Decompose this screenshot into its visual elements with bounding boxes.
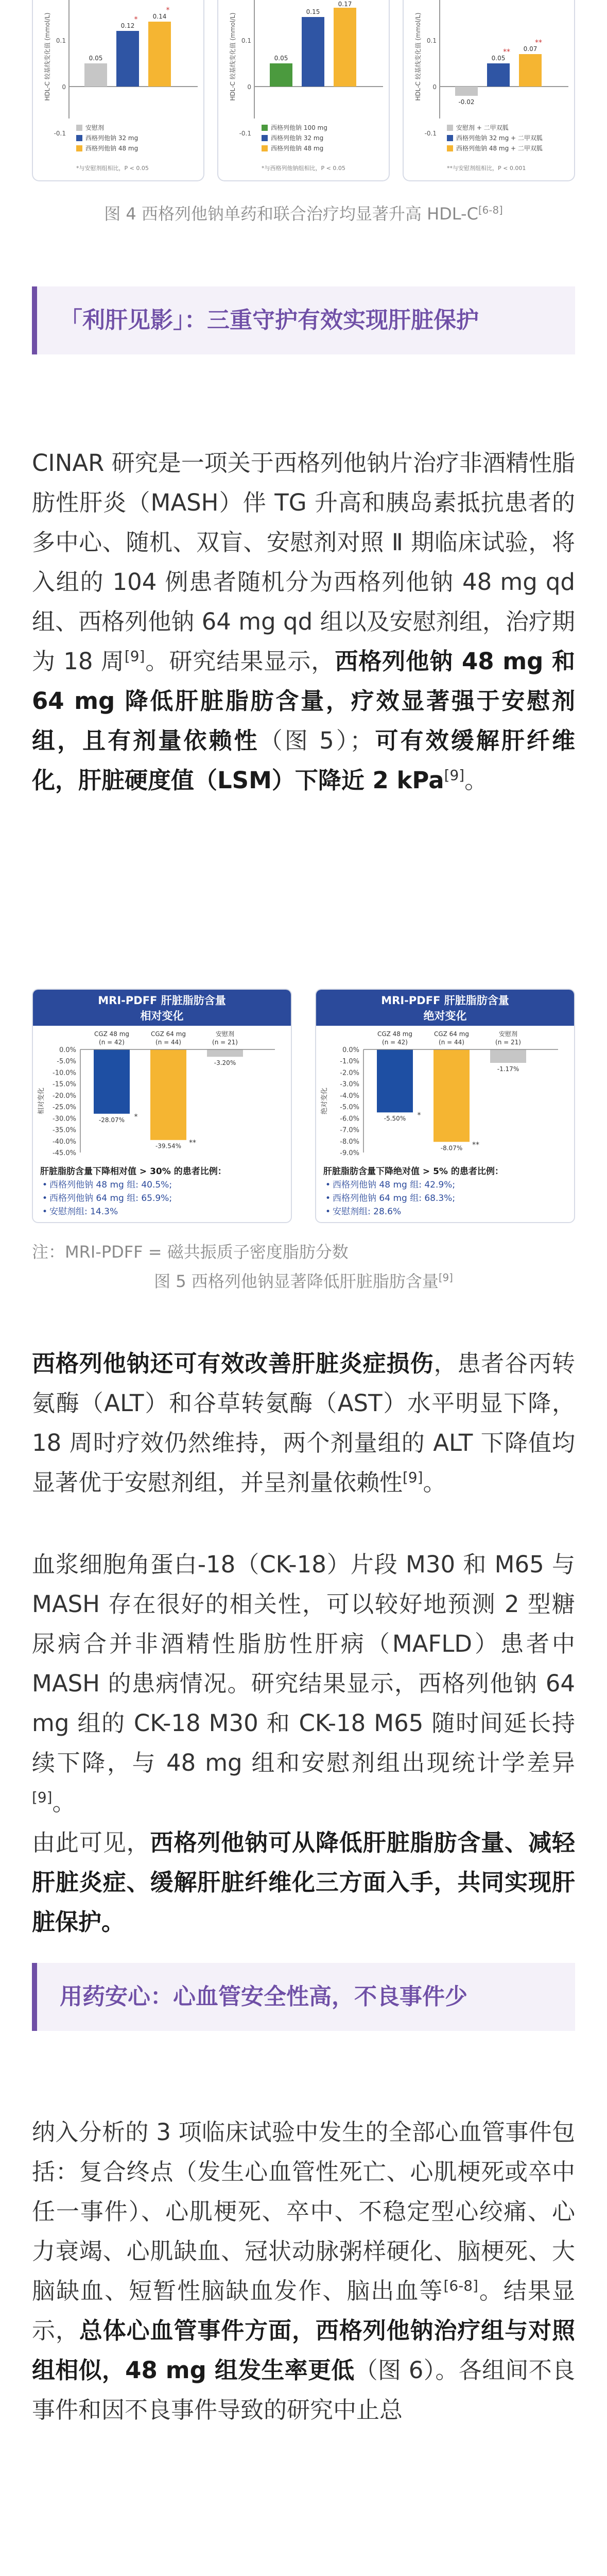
fig5-panel-absolute bbox=[315, 989, 575, 1223]
fig4-bar bbox=[455, 87, 478, 96]
fig5-panel-header bbox=[33, 990, 291, 1026]
fig5-notes-title: 肝脏脂肪含量下降绝对值 > 5% 的患者比例： bbox=[323, 1166, 504, 1177]
fig4-legend-swatch bbox=[262, 145, 268, 151]
fig5-y-tick: -4.0% bbox=[340, 1092, 359, 1100]
fig4-bar-value: 0.05 bbox=[274, 55, 288, 62]
fig5-note-item: • 西格列他钠 48 mg 组: 42.9%; bbox=[323, 1178, 570, 1192]
fig5-sig-mark: * bbox=[417, 1111, 421, 1120]
p4-bold-1: 西格列他钠可从降低肝脏脂肪含量、减轻肝脏炎症、缓解肝脏纤维化三方面入手，共同实现肝脏保护。 bbox=[32, 1829, 575, 1936]
fig5-category-label: 安慰剂 bbox=[215, 1030, 235, 1038]
fig4-legend-swatch bbox=[447, 125, 453, 131]
fig4-bar-value: 0.14 bbox=[152, 13, 167, 20]
fig4-y-tick: 0 bbox=[247, 83, 251, 91]
p1-ref-2: [9] bbox=[444, 767, 465, 784]
fig4-bar bbox=[487, 63, 510, 87]
p5-text-1: 纳入分析的 3 项临床试验中发生的全部心血管事件包括：复合终点（发生心血管性死亡、心肌梗死或卒中任一事件）、心肌梗死、卒中、不稳定型心绞痛、心力衰竭、心肌缺血、冠状动脉粥样硬化、脑梗死、大脑缺血、短暂性脑缺血发作、脑出血等 bbox=[32, 2119, 575, 2304]
fig5-note-item: • 安慰剂组: 28.6% bbox=[323, 1205, 570, 1218]
fig4-bar-value: 0.15 bbox=[306, 8, 320, 15]
fig5-title-line-1: MRI-PDFF 肝脏脂肪含量 bbox=[381, 994, 509, 1007]
fig5-y-label: 相对变化 bbox=[38, 1087, 45, 1115]
fig5-title-line-2: 绝对变化 bbox=[423, 1010, 467, 1022]
fig4-bar bbox=[519, 54, 542, 87]
p2-text-2: 。 bbox=[423, 1469, 446, 1496]
fig4-panel-1 bbox=[32, 0, 204, 181]
fig5-category-n: (n = 44) bbox=[439, 1039, 464, 1046]
fig5-category-n: (n = 44) bbox=[155, 1039, 181, 1046]
fig5-category-n: (n = 21) bbox=[495, 1039, 521, 1046]
fig4-bar-value: 0.17 bbox=[338, 1, 352, 8]
p2-bold-1: 西格列他钠还可有效改善肝脏炎症损伤 bbox=[32, 1350, 434, 1377]
fig4-y-tick: -0.1 bbox=[424, 130, 437, 137]
fig4-footnote: *与安慰剂组相比，P < 0.05 bbox=[76, 165, 149, 172]
fig4-sig-mark: * bbox=[166, 6, 170, 14]
p3-ref: [9] bbox=[32, 1789, 53, 1806]
fig5-bar-value: -8.07% bbox=[440, 1144, 463, 1152]
fig5-panel-relative bbox=[32, 989, 292, 1223]
fig4-legend-swatch bbox=[76, 145, 82, 151]
fig4-sig-mark: ** bbox=[535, 39, 542, 47]
p1-bold-2: 可有效缓解肝纤维化，肝脏硬度值（LSM）下降近 2 kPa bbox=[32, 727, 575, 794]
fig5-abbrev-note: 注：MRI-PDFF = 磁共振质子密度脂肪分数 bbox=[32, 1242, 349, 1262]
fig4-legend-label: 西格列他钠 100 mg bbox=[271, 124, 327, 131]
fig5-y-tick: -5.0% bbox=[57, 1058, 76, 1066]
fig5-caption bbox=[0, 1268, 607, 1292]
p1-text-1: CINAR 研究是一项关于西格列他钠片治疗非酒精性脂肪性肝炎（MASH）伴 TG 升高和胰岛素抵抗患者的多中心、随机、双盲、安慰剂对照 Ⅱ 期临床试验，将入组的 104 例患者随机分为西格列他钠 48 mg qd 组、西格列他钠 64 mg qd 组以及安慰剂组，治疗期为 18 周 bbox=[32, 449, 575, 675]
figure-4 bbox=[32, 0, 575, 181]
fig5-bar bbox=[490, 1049, 526, 1063]
fig4-y-label: HDL-C 较基线变化值 (mmol/L) bbox=[44, 12, 51, 101]
fig4-legend-swatch bbox=[262, 125, 268, 131]
p5-text-3: （图 6）。各组间不良事件和因不良事件导致的研究中止总 bbox=[32, 2357, 575, 2424]
fig5-bar-value: -3.20% bbox=[214, 1059, 236, 1067]
fig5-notes-title: 肝脏脂肪含量下降相对值 > 30% 的患者比例： bbox=[40, 1166, 227, 1177]
fig4-caption bbox=[0, 201, 607, 225]
fig5-bar-value: -28.07% bbox=[98, 1116, 125, 1124]
fig5-sig-mark: * bbox=[134, 1112, 138, 1121]
p1-text-2: 。研究结果显示， bbox=[145, 648, 335, 675]
paragraph-cinar bbox=[32, 443, 575, 800]
fig4-legend-swatch bbox=[447, 135, 453, 141]
fig4-caption-ref: [6-8] bbox=[478, 204, 503, 216]
fig4-footnote: **与安慰剂组相比，P < 0.001 bbox=[447, 165, 526, 172]
fig5-category-n: (n = 21) bbox=[212, 1039, 238, 1046]
fig5-bar-value: -5.50% bbox=[384, 1115, 406, 1123]
fig5-y-tick: -45.0% bbox=[53, 1149, 76, 1157]
fig4-legend-label: 西格列他钠 32 mg bbox=[271, 134, 324, 142]
p5-bold-1: 总体心血管事件方面，西格列他钠治疗组与对照组相似，48 mg 组发生率更低 bbox=[32, 2317, 575, 2384]
fig4-y-tick: -0.1 bbox=[54, 130, 66, 137]
fig5-chart-relative bbox=[33, 1027, 292, 1163]
fig4-y-tick: 0 bbox=[432, 83, 437, 91]
fig5-note-item: • 西格列他钠 64 mg 组: 68.3%; bbox=[323, 1192, 570, 1205]
fig5-y-tick: -40.0% bbox=[53, 1138, 76, 1146]
fig4-bar-value: 0.05 bbox=[89, 55, 103, 62]
fig5-note-item: • 安慰剂组: 14.3% bbox=[40, 1205, 287, 1218]
p2-text-1: ，患者谷丙转氨酶（ALT）和谷草转氨酶（AST）水平明显下降，18 周时疗效仍然维持，两个剂量组的 ALT 下降值均显著优于安慰剂组，并呈剂量依赖性 bbox=[32, 1350, 575, 1496]
fig4-bar bbox=[334, 8, 356, 87]
fig4-legend-label: 西格列他钠 48 mg bbox=[85, 145, 138, 152]
fig4-y-tick: 0.1 bbox=[426, 37, 437, 44]
fig4-legend-label: 安慰剂 + 二甲双胍 bbox=[456, 124, 509, 131]
fig4-bar bbox=[116, 31, 139, 87]
fig4-bar-value: 0.05 bbox=[491, 55, 506, 62]
paragraph-cardio-safety bbox=[32, 2112, 575, 2430]
fig5-category-n: (n = 42) bbox=[99, 1039, 125, 1046]
fig5-category-label: CGZ 48 mg bbox=[94, 1030, 130, 1038]
paragraph-ck18 bbox=[32, 1545, 575, 1822]
section-header-liver bbox=[32, 286, 575, 354]
fig4-bar-value: 0.12 bbox=[120, 22, 135, 29]
section-header-safety bbox=[32, 1963, 575, 2031]
fig5-y-tick: -6.0% bbox=[340, 1115, 359, 1123]
p1-text-4: 。 bbox=[464, 767, 488, 794]
fig4-sig-mark: * bbox=[134, 15, 138, 24]
fig4-legend-label: 西格列他钠 48 mg bbox=[271, 145, 324, 152]
fig4-footnote: *与西格列他钠组相比，P < 0.05 bbox=[262, 165, 345, 172]
fig5-notes bbox=[40, 1165, 287, 1218]
fig4-sig-mark: ** bbox=[503, 48, 510, 56]
fig4-chart-3 bbox=[404, 0, 576, 180]
fig4-legend-swatch bbox=[447, 145, 453, 151]
fig5-y-tick: -9.0% bbox=[340, 1149, 359, 1157]
fig4-legend-label: 西格列他钠 32 mg + 二甲双胍 bbox=[456, 134, 543, 142]
fig5-sig-mark: ** bbox=[472, 1141, 479, 1149]
p2-ref: [9] bbox=[403, 1469, 423, 1486]
fig5-y-label: 绝对变化 bbox=[321, 1087, 328, 1115]
fig5-y-tick: 0.0% bbox=[59, 1046, 76, 1054]
fig4-y-tick: -0.1 bbox=[239, 130, 251, 137]
p1-bold-1: 西格列他钠 48 mg 和 64 mg 降低肝脏脂肪含量，疗效显著强于安慰剂组，且有剂量依赖性 bbox=[32, 648, 575, 754]
fig5-category-label: 安慰剂 bbox=[498, 1030, 518, 1038]
paragraph-inflammation bbox=[32, 1344, 575, 1502]
fig4-bar bbox=[148, 22, 171, 87]
fig5-chart-absolute bbox=[316, 1027, 575, 1163]
fig5-y-tick: -3.0% bbox=[340, 1080, 359, 1089]
p3-text-1: 血浆细胞角蛋白-18（CK-18）片段 M30 和 M65 与 MASH 存在很好的相关性，可以较好地预测 2 型糖尿病合并非酒精性脂肪性肝病（MAFLD）患者中 MASH 的患病情况。研究结果显示，西格列他钠 64 mg 组的 CK-18 M30 和 CK-18 M65 随时间延长持续下降，与 48 mg 组和安慰剂组出现统计学差异 bbox=[32, 1551, 575, 1776]
paragraph-summary bbox=[32, 1823, 575, 1942]
fig4-y-tick: 0.1 bbox=[241, 37, 251, 44]
section-title-liver: 「利肝见影」：三重守护有效实现肝脏保护 bbox=[60, 307, 479, 333]
fig5-category-label: CGZ 64 mg bbox=[150, 1030, 186, 1038]
p4-text-1: 由此可见， bbox=[32, 1829, 150, 1856]
fig4-chart-1 bbox=[33, 0, 205, 180]
fig5-category-n: (n = 42) bbox=[382, 1039, 408, 1046]
fig5-notes bbox=[323, 1165, 570, 1218]
fig5-caption-text: 图 5 西格列他钠显著降低肝脏脂肪含量 bbox=[154, 1272, 439, 1291]
fig4-bar-value: 0.07 bbox=[523, 45, 537, 53]
fig4-legend-swatch bbox=[76, 125, 82, 131]
fig4-caption-text: 图 4 西格列他钠单药和联合治疗均显著升高 HDL-C bbox=[104, 204, 478, 224]
p1-ref-1: [9] bbox=[124, 648, 145, 665]
fig4-legend-swatch bbox=[76, 135, 82, 141]
fig5-bar-value: -39.54% bbox=[155, 1142, 182, 1150]
fig4-chart-2 bbox=[218, 0, 391, 180]
fig5-bar bbox=[207, 1049, 243, 1057]
fig4-y-tick: 0.1 bbox=[56, 37, 66, 44]
p1-text-3: （图 5）； bbox=[259, 727, 373, 754]
fig4-bar bbox=[270, 63, 292, 87]
fig5-category-label: CGZ 48 mg bbox=[377, 1030, 413, 1038]
fig5-bar bbox=[150, 1049, 186, 1140]
fig4-bar-value: -0.02 bbox=[458, 98, 475, 106]
fig5-y-tick: -20.0% bbox=[53, 1092, 76, 1100]
fig5-bar bbox=[94, 1049, 130, 1114]
fig5-title-line-2: 相对变化 bbox=[140, 1010, 184, 1022]
fig4-legend-label: 西格列他钠 48 mg + 二甲双胍 bbox=[456, 145, 543, 152]
fig4-bar bbox=[302, 17, 324, 87]
fig4-y-label: HDL-C 较基线变化值 (mmol/L) bbox=[229, 12, 236, 101]
fig5-bar bbox=[377, 1049, 413, 1112]
fig5-y-tick: -10.0% bbox=[53, 1069, 76, 1077]
fig4-bar bbox=[84, 63, 107, 87]
fig5-category-label: CGZ 64 mg bbox=[433, 1030, 470, 1038]
fig5-y-tick: -7.0% bbox=[340, 1126, 359, 1134]
fig5-y-tick: -1.0% bbox=[340, 1058, 359, 1066]
fig5-note-item: • 西格列他钠 48 mg 组: 40.5%; bbox=[40, 1178, 287, 1192]
fig5-caption-ref: [9] bbox=[438, 1272, 453, 1284]
fig5-y-tick: -5.0% bbox=[340, 1104, 359, 1112]
fig4-legend-label: 西格列他钠 32 mg bbox=[85, 134, 138, 142]
fig4-y-tick: 0 bbox=[62, 83, 66, 91]
fig5-y-tick: 0.0% bbox=[342, 1046, 359, 1054]
fig5-y-tick: -30.0% bbox=[53, 1115, 76, 1123]
fig5-y-tick: -25.0% bbox=[53, 1104, 76, 1112]
fig4-legend-label: 安慰剂 bbox=[85, 124, 105, 131]
fig5-y-tick: -2.0% bbox=[340, 1069, 359, 1077]
p5-ref: [6-8] bbox=[443, 2277, 478, 2294]
fig5-bar bbox=[433, 1049, 470, 1142]
fig5-note-item: • 西格列他钠 64 mg 组: 65.9%; bbox=[40, 1192, 287, 1205]
fig5-bar-value: -1.17% bbox=[497, 1065, 519, 1073]
fig5-y-tick: -35.0% bbox=[53, 1126, 76, 1134]
fig5-panel-header bbox=[316, 990, 574, 1026]
fig4-panel-2 bbox=[217, 0, 390, 181]
figure-5 bbox=[32, 989, 575, 1223]
fig5-title-line-1: MRI-PDFF 肝脏脂肪含量 bbox=[98, 994, 226, 1007]
p5-text-2: 。结果显示， bbox=[32, 2277, 575, 2344]
section-title-safety: 用药安心：心血管安全性高，不良事件少 bbox=[60, 1984, 467, 2010]
fig4-panel-3 bbox=[403, 0, 575, 181]
fig5-y-tick: -15.0% bbox=[53, 1080, 76, 1089]
fig5-y-tick: -8.0% bbox=[340, 1138, 359, 1146]
p3-text-2: 。 bbox=[52, 1789, 76, 1816]
fig4-legend-swatch bbox=[262, 135, 268, 141]
fig5-sig-mark: ** bbox=[189, 1139, 196, 1147]
fig4-y-label: HDL-C 较基线变化值 (mmol/L) bbox=[414, 12, 422, 101]
